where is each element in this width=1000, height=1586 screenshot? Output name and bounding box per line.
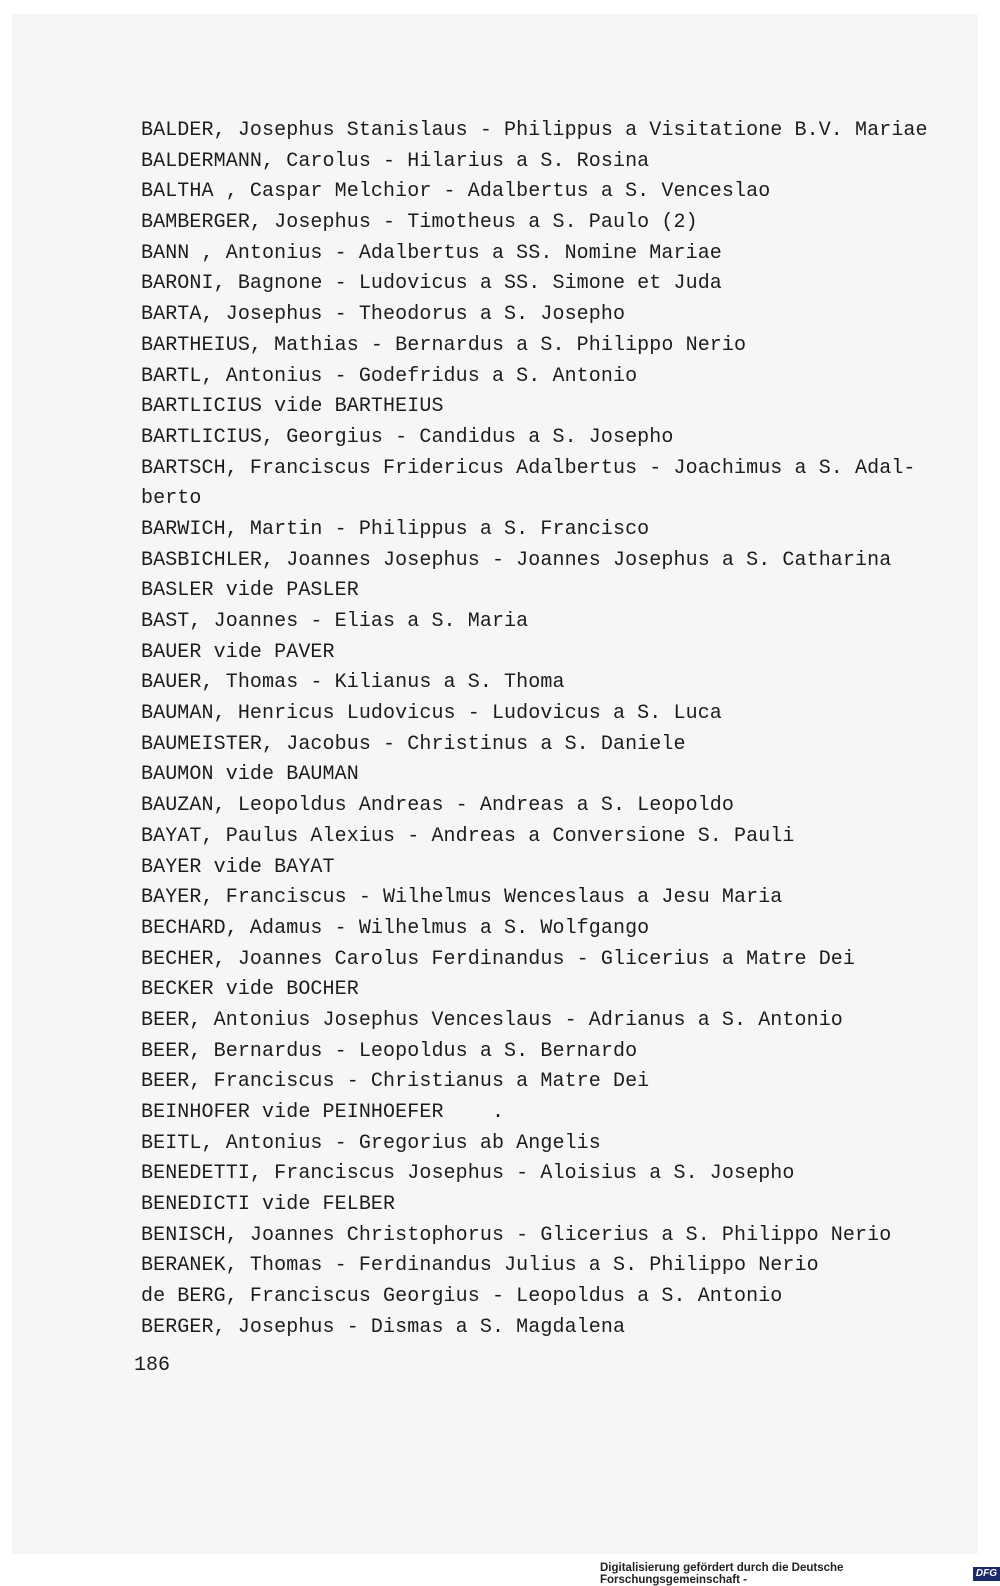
list-item: BAMBERGER, Josephus - Timotheus a S. Paulo (2)	[141, 211, 698, 235]
scanned-page	[12, 14, 978, 1554]
list-item: BENEDETTI, Franciscus Josephus - Aloisius a S. Josepho	[141, 1162, 795, 1186]
list-item: BANN , Antonius - Adalbertus a SS. Nomine Mariae	[141, 241, 722, 265]
list-item: BAUZAN, Leopoldus Andreas - Andreas a S. Leopoldo	[141, 794, 734, 818]
list-item: BARTLICIUS vide BARTHEIUS	[141, 395, 444, 419]
list-item: BEER, Bernardus - Leopoldus a S. Bernardo	[141, 1039, 638, 1063]
list-item: BARONI, Bagnone - Ludovicus a SS. Simone et Juda	[141, 272, 722, 296]
list-item: BAYAT, Paulus Alexius - Andreas a Conversione S. Pauli	[141, 824, 795, 848]
list-item: BEER, Franciscus - Christianus a Matre Dei	[141, 1070, 650, 1094]
list-item: BARTL, Antonius - Godefridus a S. Antonio	[141, 364, 638, 388]
list-item: BASBICHLER, Joannes Josephus - Joannes Josephus a S. Catharina	[141, 548, 892, 572]
list-item: BAUER vide PAVER	[141, 640, 335, 664]
footer	[600, 1562, 1000, 1586]
list-item: BAST, Joannes - Elias a S. Maria	[141, 610, 529, 633]
list-item: BERANEK, Thomas - Ferdinandus Julius a S. Philippo Nerio	[141, 1254, 819, 1278]
list-item: BEITL, Antonius - Gregorius ab Angelis	[141, 1131, 601, 1155]
page-number: 186	[134, 1354, 171, 1377]
list-item: BECHER, Joannes Carolus Ferdinandus - Glicerius a Matre Dei	[141, 947, 856, 971]
list-item: BECHARD, Adamus - Wilhelmus a S. Wolfgango	[141, 916, 650, 940]
list-item: BALTHA , Caspar Melchior - Adalbertus a S. Venceslao	[141, 180, 771, 204]
list-item: BEINHOFER vide PEINHOEFER .	[141, 1101, 505, 1124]
list-item: BALDERMANN, Carolus - Hilarius a S. Rosina	[141, 149, 650, 173]
list-item: BARTHEIUS, Mathias - Bernardus a S. Philippo Nerio	[141, 333, 747, 357]
list-item: BAUMEISTER, Jacobus - Christinus a S. Daniele	[141, 732, 686, 756]
list-item: de BERG, Franciscus Georgius - Leopoldus a S. Antonio	[141, 1285, 783, 1309]
list-item: BENISCH, Joannes Christophorus - Glicerius a S. Philippo Nerio	[141, 1223, 892, 1247]
list-item: BAYER, Franciscus - Wilhelmus Wenceslaus a Jesu Maria	[141, 886, 783, 910]
list-item: BARWICH, Martin - Philippus a S. Francisco	[141, 517, 650, 541]
list-item: BAYER vide BAYAT	[141, 855, 335, 879]
entry-list	[141, 116, 928, 1344]
list-item: BAUER, Thomas - Kilianus a S. Thoma	[141, 671, 565, 695]
dfg-logo-icon: DFG	[973, 1567, 1000, 1581]
list-item: BARTLICIUS, Georgius - Candidus a S. Josepho	[141, 425, 674, 449]
list-item: BEER, Antonius Josephus Venceslaus - Adrianus a S. Antonio	[141, 1008, 843, 1032]
list-item: berto	[141, 487, 202, 511]
list-item: BAUMAN, Henricus Ludovicus - Ludovicus a S. Luca	[141, 702, 722, 726]
footer-text: Digitalisierung gefördert durch die Deutsche Forschungsgemeinschaft -	[600, 1562, 844, 1586]
list-item: BARTSCH, Franciscus Fridericus Adalbertus - Joachimus a S. Adal-	[141, 456, 916, 480]
list-item: BALDER, Josephus Stanislaus - Philippus a Visitatione B.V. Mariae	[141, 119, 928, 142]
list-item: BAUMON vide BAUMAN	[141, 763, 359, 787]
list-item: BECKER vide BOCHER	[141, 978, 359, 1002]
list-item: BARTA, Josephus - Theodorus a S. Josepho	[141, 303, 626, 327]
list-item: BASLER vide PASLER	[141, 579, 359, 603]
list-item: BENEDICTI vide FELBER	[141, 1193, 396, 1217]
list-item: BERGER, Josephus - Dismas a S. Magdalena	[141, 1315, 626, 1339]
